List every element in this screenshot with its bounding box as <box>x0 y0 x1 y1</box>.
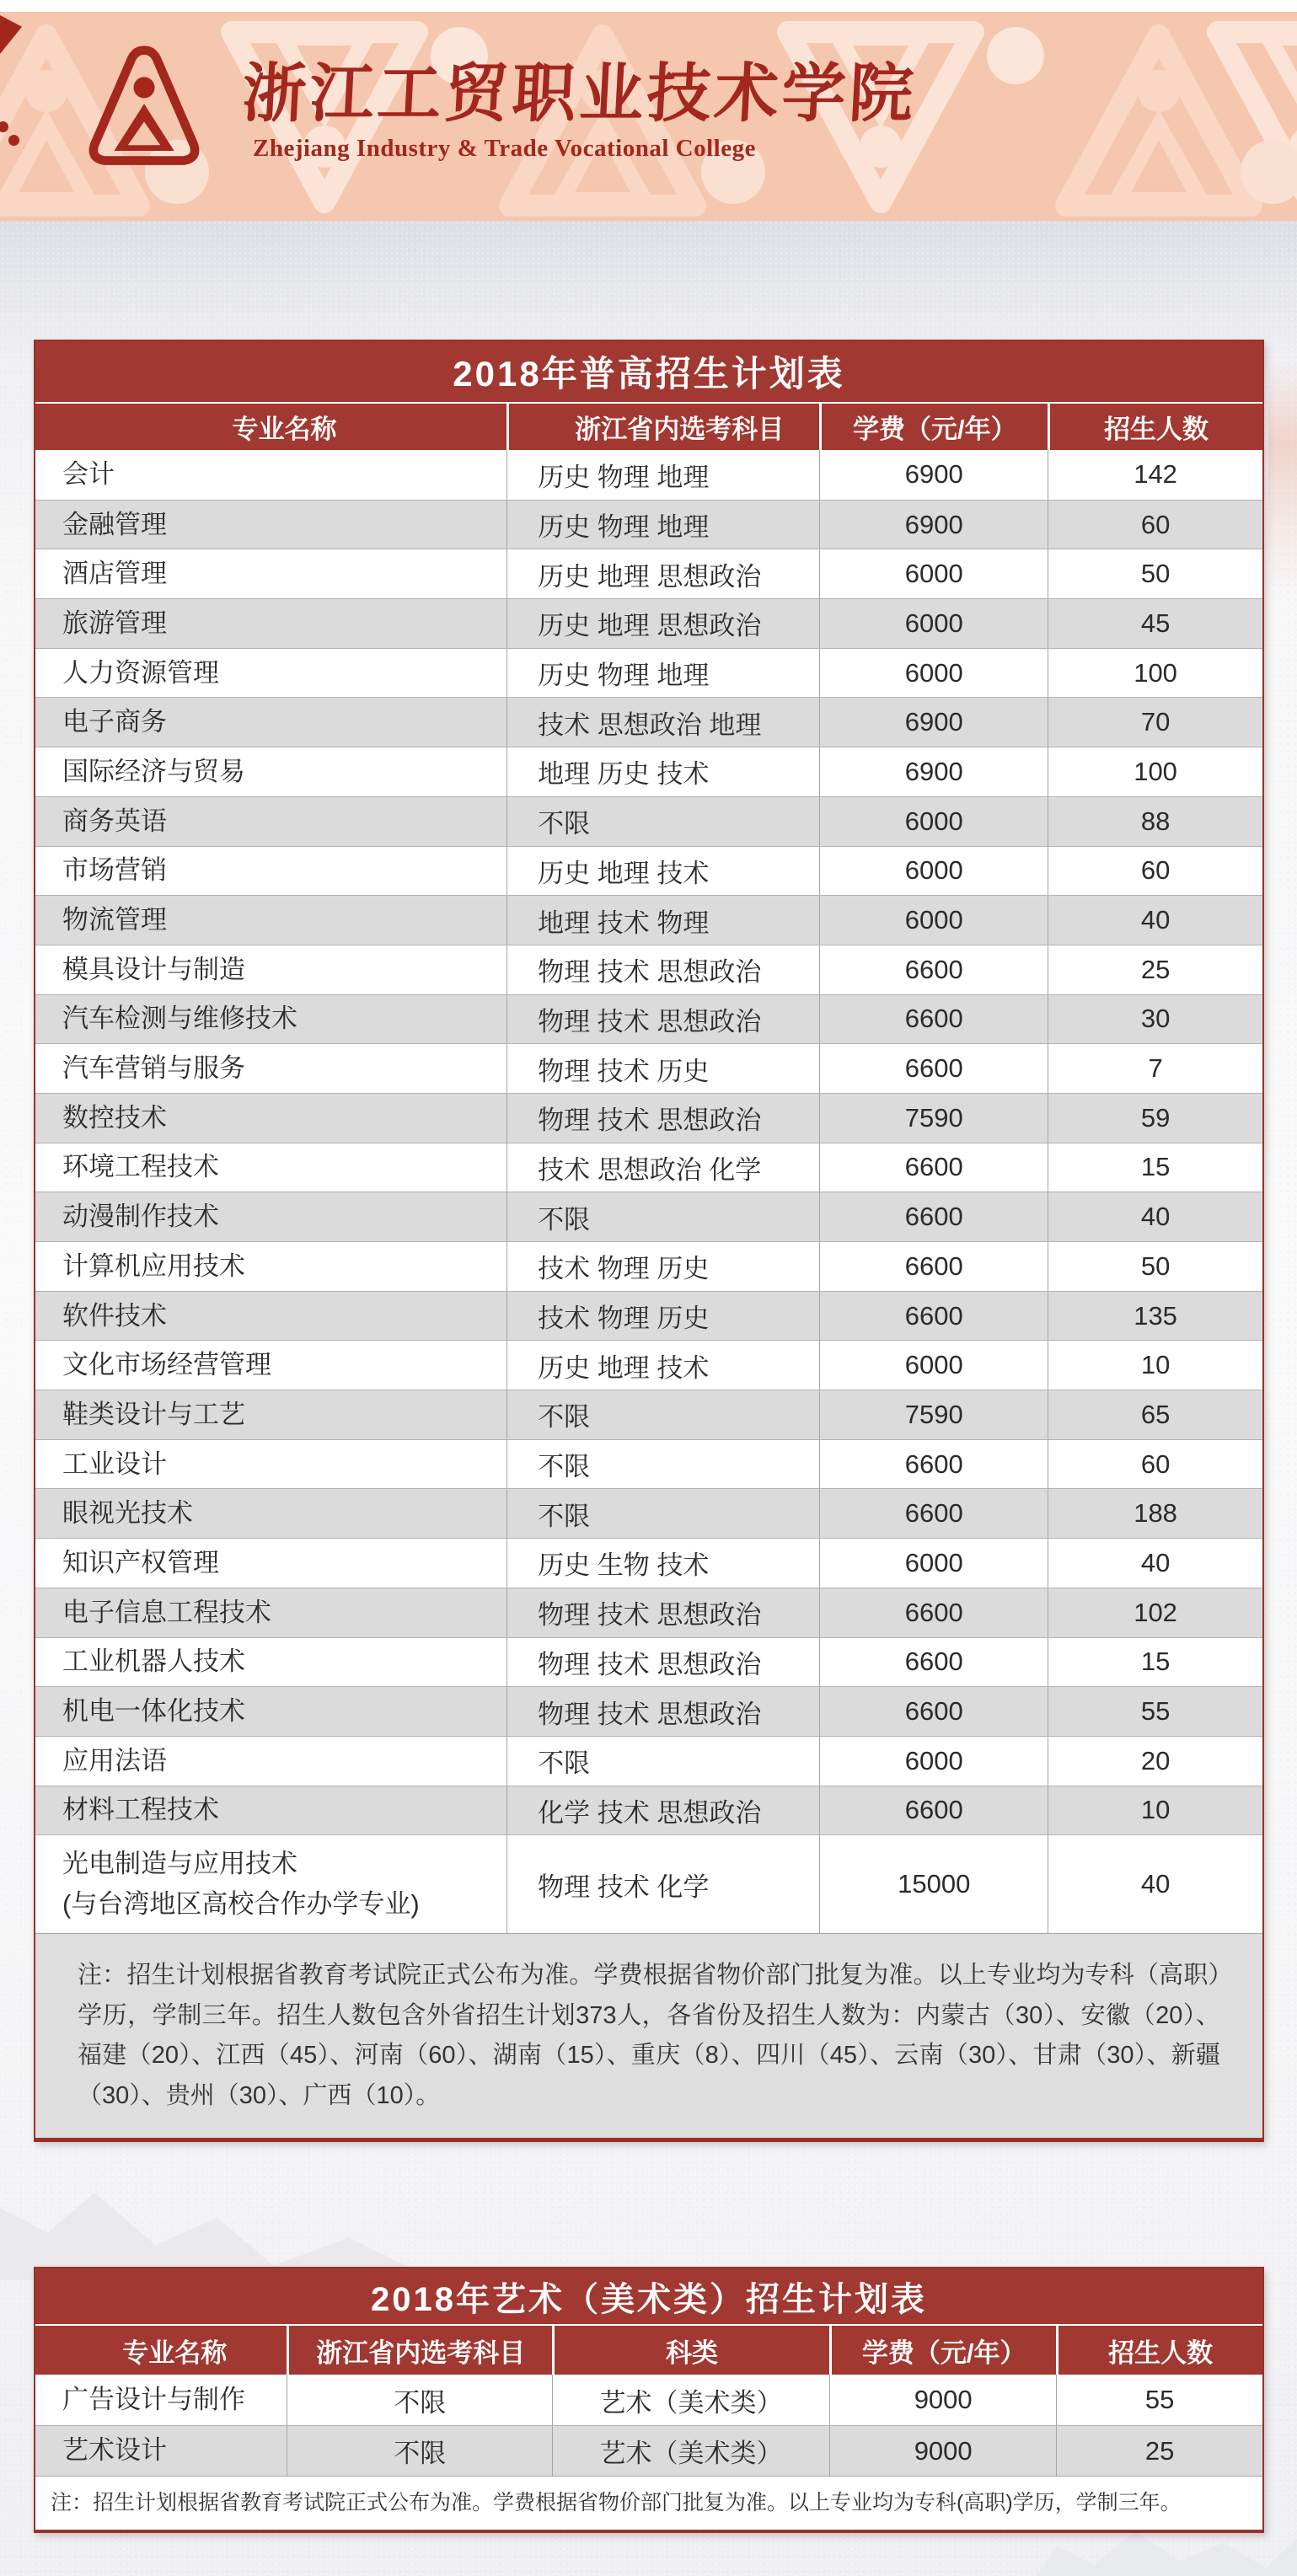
count-cell: 100 <box>1048 747 1262 796</box>
count-cell: 7 <box>1048 1044 1262 1093</box>
tuition-cell: 9000 <box>829 2426 1056 2476</box>
table-row <box>35 1093 1262 1143</box>
major-cell: 电子商务 <box>62 707 167 737</box>
tuition-cell: 6000 <box>819 649 1048 698</box>
major-cell: 金融管理 <box>62 509 167 539</box>
column-header-subjects: 浙江省内选考科目 <box>287 2326 551 2375</box>
table-row <box>35 598 1262 648</box>
table-row <box>35 747 1262 796</box>
table-row <box>35 846 1262 896</box>
subjects-cell: 不限 <box>506 797 819 846</box>
major-cell: 艺术设计 <box>62 2435 167 2466</box>
tuition-cell: 6900 <box>819 450 1048 500</box>
category-cell: 艺术（美术类） <box>552 2426 829 2476</box>
subjects-cell: 历史 物理 地理 <box>506 501 819 549</box>
count-cell: 25 <box>1056 2426 1262 2476</box>
major-cell: 计算机应用技术 <box>62 1251 245 1281</box>
major-cell: 人力资源管理 <box>62 657 219 688</box>
count-cell: 60 <box>1048 847 1262 896</box>
tuition-cell: 6600 <box>819 1143 1048 1192</box>
count-cell: 50 <box>1048 1242 1262 1291</box>
column-header-major: 专业名称 <box>232 415 337 444</box>
top-white-strip <box>0 0 1297 12</box>
count-cell: 70 <box>1048 698 1262 747</box>
plan-table-body <box>35 450 1262 1933</box>
count-cell: 142 <box>1048 450 1262 500</box>
tuition-cell: 7590 <box>819 1094 1048 1143</box>
art-table-header <box>35 2324 1262 2375</box>
tuition-cell: 6600 <box>819 1044 1048 1093</box>
tuition-cell: 6900 <box>819 501 1048 549</box>
subjects-cell: 历史 物理 地理 <box>506 649 819 698</box>
major-cell: 物流管理 <box>62 905 167 935</box>
count-cell: 55 <box>1056 2375 1262 2425</box>
tuition-cell: 6000 <box>819 896 1048 945</box>
column-header-count: 招生人数 <box>1048 404 1262 450</box>
edge-dot-icon <box>8 135 19 146</box>
tuition-cell: 9000 <box>829 2375 1056 2425</box>
subjects-cell: 物理 技术 化学 <box>506 1835 819 1933</box>
subjects-cell: 技术 物理 历史 <box>506 1292 819 1341</box>
subjects-cell: 历史 地理 思想政治 <box>506 549 819 598</box>
subjects-cell: 物理 技术 思想政治 <box>506 1687 819 1736</box>
major-cell: 汽车营销与服务 <box>62 1053 245 1084</box>
tuition-cell: 6600 <box>819 1440 1048 1489</box>
plan-table-note: 注：招生计划根据省教育考试院正式公布为准。学费根据省物价部门批复为准。以上专业均为专科（高职）学历，学制三年。招生人数包含外省招生计划373人，各省份及招生人数为：内蒙古（30）、安徽（20）、福建（20）、江西（45）、河南（60）、湖南（15）、重庆（8）、四川（45）、云南（30）、甘肃（30）、新疆（30）、贵州（30）、广西（10）。 <box>35 1933 1262 2138</box>
subjects-cell: 物理 技术 思想政治 <box>506 1094 819 1143</box>
tuition-cell: 6600 <box>819 1638 1048 1687</box>
column-header-tuition: 学费（元/年） <box>829 2326 1056 2375</box>
tuition-cell: 6600 <box>819 995 1048 1044</box>
major-cell: 市场营销 <box>62 855 167 886</box>
college-logo-icon <box>79 40 209 174</box>
table-row <box>35 1786 1262 1835</box>
count-cell: 102 <box>1048 1588 1262 1637</box>
major-cell: 旅游管理 <box>62 608 167 638</box>
major-cell: 电子信息工程技术 <box>62 1597 271 1627</box>
table-row <box>35 450 1262 500</box>
major-cell: 国际经济与贸易 <box>62 756 245 786</box>
count-cell: 100 <box>1048 649 1262 698</box>
tuition-cell: 6600 <box>819 1292 1048 1341</box>
brand-header-band <box>0 12 1297 221</box>
major-cell: 文化市场经营管理 <box>62 1350 271 1380</box>
count-cell: 55 <box>1048 1687 1262 1736</box>
table-row <box>35 648 1262 698</box>
art-table-note: 注：招生计划根据省教育考试院正式公布为准。学费根据省物价部门批复为准。以上专业均为专科(高职)学历，学制三年。 <box>35 2476 1262 2530</box>
count-cell: 65 <box>1048 1390 1262 1439</box>
table-row <box>35 697 1262 747</box>
major-cell: 商务英语 <box>62 806 167 836</box>
table-row <box>35 1192 1262 1241</box>
tuition-cell: 6000 <box>819 1737 1048 1786</box>
college-name-english: Zhejiang Industry & Trade Vocational College <box>253 135 756 162</box>
subjects-cell: 技术 思想政治 化学 <box>506 1143 819 1192</box>
tuition-cell: 6000 <box>819 599 1048 648</box>
tuition-cell: 6600 <box>819 1192 1048 1241</box>
subjects-cell: 不限 <box>287 2375 551 2425</box>
major-cell: 汽车检测与维修技术 <box>62 1004 297 1034</box>
count-cell: 40 <box>1048 896 1262 945</box>
art-table-title: 2018年艺术（美术类）招生计划表 <box>35 2268 1262 2324</box>
subjects-cell: 不限 <box>506 1737 819 1786</box>
plan-table-title: 2018年普高招生计划表 <box>35 341 1262 402</box>
count-cell: 10 <box>1048 1341 1262 1390</box>
plan-table-header <box>35 402 1262 450</box>
column-header-category: 科类 <box>552 2326 829 2375</box>
major-cell: 模具设计与制造 <box>62 954 245 984</box>
table-row <box>35 1340 1262 1390</box>
subjects-cell: 不限 <box>287 2426 551 2476</box>
count-cell: 15 <box>1048 1638 1262 1687</box>
subjects-cell: 历史 物理 地理 <box>506 450 819 500</box>
column-header-tuition: 学费（元/年） <box>819 404 1048 450</box>
subjects-cell: 不限 <box>506 1440 819 1489</box>
major-cell: 知识产权管理 <box>62 1547 219 1577</box>
tuition-cell: 6600 <box>819 1588 1048 1637</box>
subjects-cell: 历史 地理 技术 <box>506 847 819 896</box>
table-row <box>35 1390 1262 1439</box>
table-row <box>35 1043 1262 1093</box>
count-cell: 40 <box>1048 1539 1262 1588</box>
tuition-cell: 6000 <box>819 847 1048 896</box>
table-row <box>35 1291 1262 1341</box>
count-cell: 25 <box>1048 945 1262 994</box>
column-header-major: 专业名称 <box>122 2338 228 2368</box>
table-row <box>35 1834 1262 1933</box>
subjects-cell: 历史 地理 技术 <box>506 1341 819 1390</box>
major-cell: 动漫制作技术 <box>62 1202 219 1232</box>
subjects-cell: 技术 思想政治 地理 <box>506 698 819 747</box>
subjects-cell: 物理 技术 思想政治 <box>506 945 819 994</box>
tuition-cell: 6000 <box>819 1341 1048 1390</box>
table-row <box>35 500 1262 549</box>
column-header-subjects: 浙江省内选考科目 <box>506 404 819 450</box>
major-cell: 鞋类设计与工艺 <box>62 1399 245 1429</box>
table-row <box>35 1637 1262 1687</box>
count-cell: 15 <box>1048 1143 1262 1192</box>
table-row <box>35 895 1262 945</box>
table-row <box>35 549 1262 598</box>
major-cell: 环境工程技术 <box>62 1152 219 1182</box>
subjects-cell: 不限 <box>506 1192 819 1241</box>
tuition-cell: 6000 <box>819 549 1048 598</box>
college-name-chinese: 浙江工贸职业技术学院 <box>240 59 919 130</box>
table-row <box>35 1736 1262 1786</box>
pink-texture-edge <box>1268 358 1297 602</box>
count-cell: 45 <box>1048 599 1262 648</box>
count-cell: 60 <box>1048 501 1262 549</box>
subjects-cell: 物理 技术 历史 <box>506 1044 819 1093</box>
tuition-cell: 6600 <box>819 945 1048 994</box>
subjects-cell: 不限 <box>506 1390 819 1439</box>
table-row <box>35 2425 1262 2476</box>
major-cell: 眼视光技术 <box>62 1498 193 1529</box>
subjects-cell: 物理 技术 思想政治 <box>506 995 819 1044</box>
subjects-cell: 不限 <box>506 1489 819 1538</box>
subjects-cell: 技术 物理 历史 <box>506 1242 819 1291</box>
count-cell: 40 <box>1048 1192 1262 1241</box>
art-table <box>34 2267 1264 2533</box>
category-cell: 艺术（美术类） <box>552 2375 829 2425</box>
subjects-cell: 物理 技术 思想政治 <box>506 1638 819 1687</box>
major-cell: 软件技术 <box>62 1300 167 1331</box>
major-cell: 应用法语 <box>62 1745 167 1775</box>
subjects-cell: 化学 技术 思想政治 <box>506 1786 819 1835</box>
table-row <box>35 796 1262 846</box>
subjects-cell: 物理 技术 思想政治 <box>506 1588 819 1637</box>
major-cell: 工业设计 <box>62 1449 167 1479</box>
table-row <box>35 1686 1262 1736</box>
major-cell: 材料工程技术 <box>62 1795 219 1825</box>
count-cell: 59 <box>1048 1094 1262 1143</box>
count-cell: 10 <box>1048 1786 1262 1835</box>
count-cell: 50 <box>1048 549 1262 598</box>
tuition-cell: 6000 <box>819 1539 1048 1588</box>
subjects-cell: 地理 技术 物理 <box>506 896 819 945</box>
table-row <box>35 1143 1262 1192</box>
major-cell: 广告设计与制作 <box>62 2384 245 2414</box>
tuition-cell: 7590 <box>819 1390 1048 1439</box>
column-header-count: 招生人数 <box>1056 2326 1262 2375</box>
major-cell: 酒店管理 <box>62 559 167 589</box>
tuition-cell: 6600 <box>819 1687 1048 1736</box>
major-cell: 机电一体化技术 <box>62 1696 245 1726</box>
plan-table <box>34 340 1264 2142</box>
count-cell: 40 <box>1048 1835 1262 1933</box>
count-cell: 188 <box>1048 1489 1262 1538</box>
table-row <box>35 1588 1262 1637</box>
major-cell: 工业机器人技术 <box>62 1647 245 1677</box>
count-cell: 20 <box>1048 1737 1262 1786</box>
table-row <box>35 2375 1262 2425</box>
tuition-cell: 6600 <box>819 1242 1048 1291</box>
count-cell: 135 <box>1048 1292 1262 1341</box>
tuition-cell: 6600 <box>819 1786 1048 1835</box>
subjects-cell: 地理 历史 技术 <box>506 747 819 796</box>
tuition-cell: 6900 <box>819 747 1048 796</box>
major-cell: 数控技术 <box>62 1102 167 1133</box>
count-cell: 30 <box>1048 995 1262 1044</box>
tuition-cell: 15000 <box>819 1835 1048 1933</box>
table-row <box>35 1538 1262 1588</box>
tuition-cell: 6600 <box>819 1489 1048 1538</box>
major-cell: 会计 <box>62 459 115 490</box>
art-table-body <box>35 2375 1262 2476</box>
table-row <box>35 945 1262 994</box>
tuition-cell: 6000 <box>819 797 1048 846</box>
subjects-cell: 历史 地理 思想政治 <box>506 599 819 648</box>
subjects-cell: 历史 生物 技术 <box>506 1539 819 1588</box>
table-row <box>35 1488 1262 1538</box>
tuition-cell: 6900 <box>819 698 1048 747</box>
table-row <box>35 1439 1262 1489</box>
table-row <box>35 994 1262 1044</box>
count-cell: 60 <box>1048 1440 1262 1489</box>
major-cell: 光电制造与应用技术 (与台湾地区高校合作办学专业) <box>62 1849 420 1920</box>
table-row <box>35 1241 1262 1291</box>
count-cell: 88 <box>1048 797 1262 846</box>
